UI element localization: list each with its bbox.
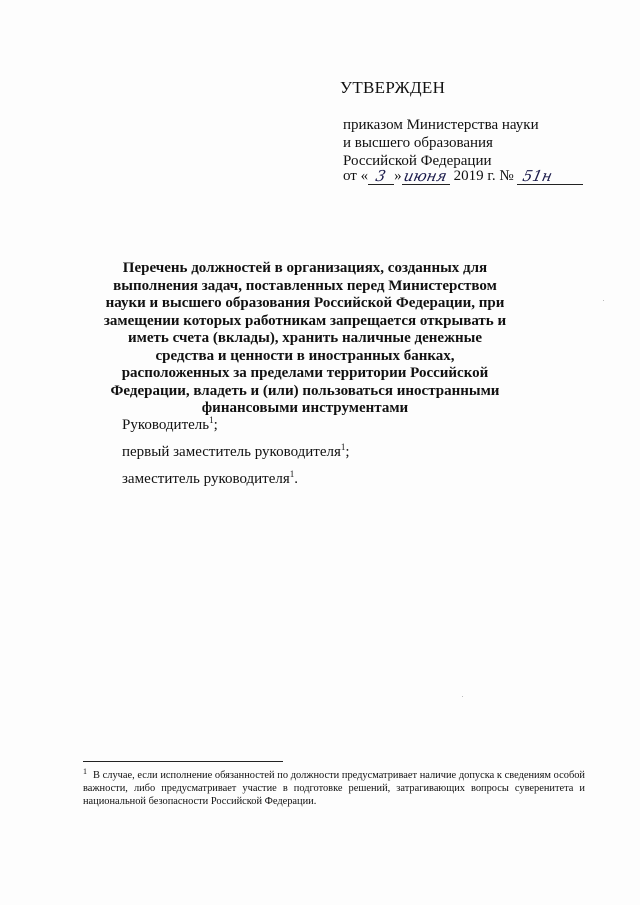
scan-speck — [603, 300, 604, 301]
position-item — [122, 469, 298, 488]
order-number-field — [517, 168, 583, 185]
date-year-number-label: 2019 г. № — [453, 168, 514, 184]
order-line: и высшего образования — [343, 135, 493, 151]
position-punctuation: ; — [213, 417, 218, 433]
date-month-field — [402, 168, 450, 185]
footnote-ref: 1 — [340, 442, 346, 452]
order-line: приказом Министерства науки — [343, 117, 539, 133]
position-punctuation: ; — [345, 444, 350, 460]
order-date-line — [343, 168, 583, 185]
position-text: первый заместитель руководителя — [122, 444, 341, 460]
date-day-field — [368, 168, 394, 185]
position-text: Руководитель — [122, 417, 210, 433]
footnote — [83, 765, 585, 808]
footnote-ref: 1 — [289, 469, 295, 479]
position-item — [122, 415, 218, 434]
footnote-divider — [83, 761, 283, 762]
footnote-text: В случае, если исполнение обязанностей по должности предусматривает наличие допуска к сведениям особой важности, либо предусматривает участие в подготовке решений, затрагивающих вопросы суверенитета и национальной безопасности Российской Федерации. — [83, 770, 585, 807]
footnote-mark: 1 — [83, 767, 87, 776]
position-text: заместитель руководителя — [122, 471, 290, 487]
footnote-ref: 1 — [209, 415, 214, 425]
date-quote-close: » — [394, 168, 402, 184]
order-number-handwritten: 51н — [520, 167, 554, 185]
approval-heading: УТВЕРЖДЕН — [340, 78, 446, 97]
position-item — [122, 442, 350, 461]
date-prefix: от « — [343, 168, 369, 184]
order-line: Российской Федерации — [343, 153, 492, 169]
position-punctuation: . — [294, 471, 299, 487]
date-month-handwritten: июня — [402, 167, 449, 185]
document-title: Перечень должностей в организациях, созданных для выполнения задач, поставленных перед Министерством науки и высшего образования Российской Федерации, при замещении которых работникам запрещается открывать и иметь счета (вклады), хранить наличные денежные средства и ценности в иностранных банках, расположенных за пределами территории Российской Федерации, владеть и (или) пользоваться иностранными финансовыми инструментами — [103, 260, 507, 416]
date-day-handwritten: 3 — [374, 167, 388, 185]
scan-speck — [462, 696, 463, 697]
